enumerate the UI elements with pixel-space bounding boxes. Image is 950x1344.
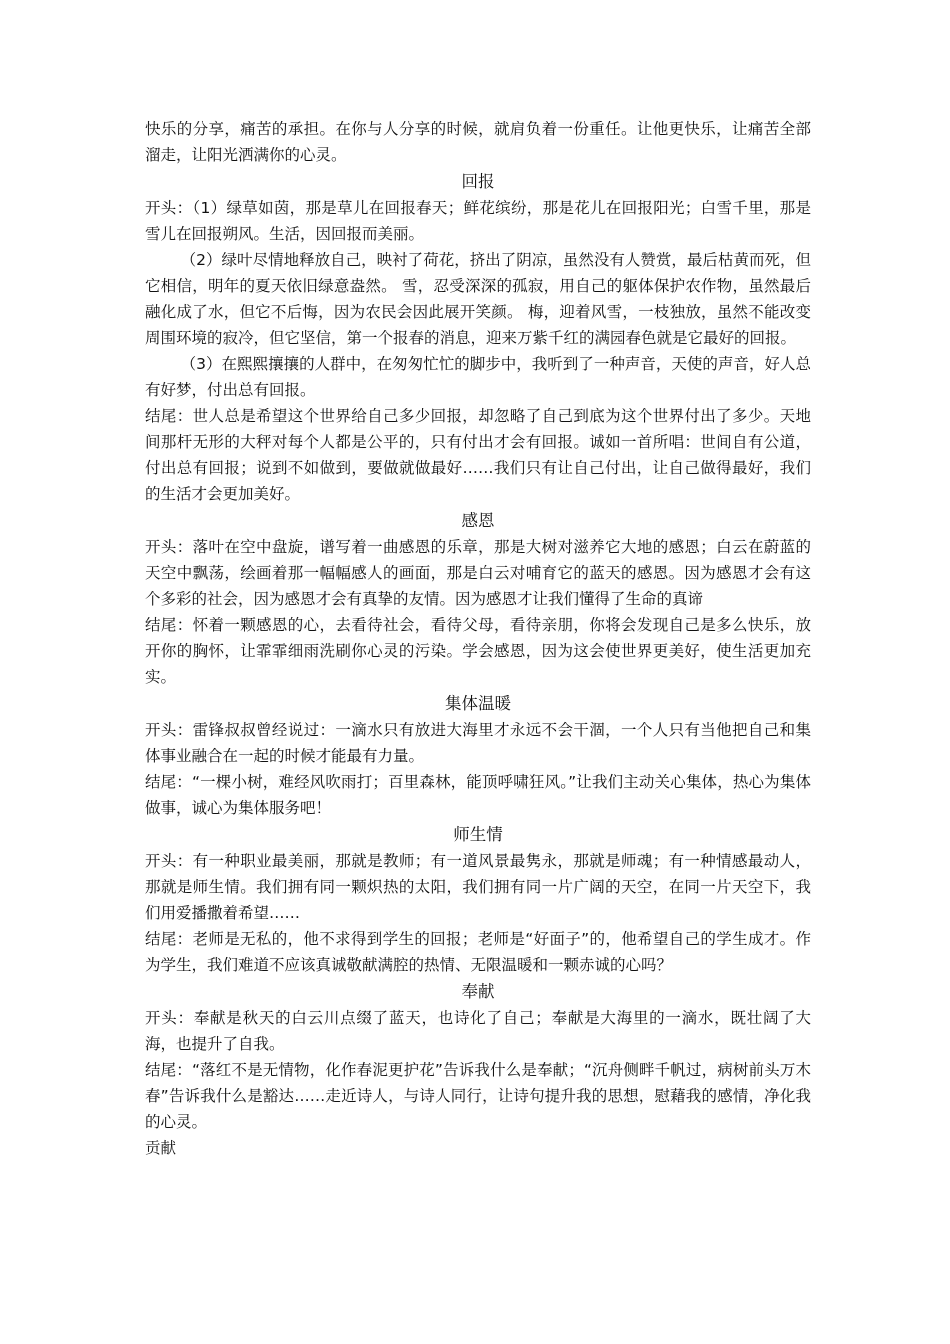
section-huibao xyxy=(145,168,811,507)
section-opening: 开头：有一种职业最美丽，那就是教师；有一道风景最隽永，那就是师魂；有一种情感最动人，那就是师生情。我们拥有同一颗炽热的太阳，我们拥有同一片广阔的天空，在同一片天空下，我们用爱播撒着希望…… xyxy=(145,852,811,922)
section-opening: 开头：落叶在空中盘旋，谱写着一曲感恩的乐章，那是大树对滋养它大地的感恩；白云在蔚蓝的天空中飘荡，绘画着那一幅幅感人的画面，那是白云对哺育它的蓝天的感恩。因为感恩才会有这个多彩的社会，因为感恩才会有真挚的友情。因为感恩才让我们懂得了生命的真谛 xyxy=(145,538,811,608)
section-ending: 结尾：世人总是希望这个世界给自己多少回报，却忽略了自己到底为这个世界付出了多少。天地间那杆无形的大秤对每个人都是公平的，只有付出才会有回报。诚如一首所唱：世间自有公道，付出总有回报；说到不如做到，要做就做最好……我们只有让自己付出，让自己做得最好，我们的生活才会更加美好。 xyxy=(145,407,811,503)
section-title: 奉献 xyxy=(461,982,495,1001)
section-opening: 开头：（1）绿草如茵，那是草儿在回报春天；鲜花缤纷，那是花儿在回报阳光；白雪千里，那是雪儿在回报朔风。生活，因回报而美丽。 xyxy=(145,199,811,243)
section-paragraph: （3）在熙熙攘攘的人群中，在匆匆忙忙的脚步中，我听到了一种声音，天使的声音，好人总有好梦，付出总有回报。 xyxy=(145,355,811,399)
section-ending: 结尾：“落红不是无情物，化作春泥更护花”告诉我什么是奉献；“沉舟侧畔千帆过，病树前头万木春”告诉我什么是豁达……走近诗人，与诗人同行，让诗句提升我的思想，慰藉我的感情，净化我的心灵。 xyxy=(145,1061,811,1131)
section-opening: 开头：奉献是秋天的白云川点缀了蓝天，也诗化了自己；奉献是大海里的一滴水，既壮阔了大海，也提升了自我。 xyxy=(145,1009,811,1053)
section-shishengqing xyxy=(145,821,811,978)
section-ending: 结尾：“一棵小树，难经风吹雨打；百里森林，能顶呼啸狂风。”让我们主动关心集体，热心为集体做事，诚心为集体服务吧！ xyxy=(145,773,811,817)
intro-paragraph: 快乐的分享，痛苦的承担。在你与人分享的时候，就肩负着一份重任。让他更快乐，让痛苦全部溜走，让阳光洒满你的心灵。 xyxy=(145,120,811,164)
section-jiti-wennuan xyxy=(145,690,811,821)
section-ending: 结尾：怀着一颗感恩的心，去看待社会，看待父母，看待亲朋，你将会发现自己是多么快乐，放开你的胸怀，让霏霏细雨洗刷你心灵的污染。学会感恩，因为这会使世界更美好，使生活更加充实。 xyxy=(145,616,811,686)
section-fengxian xyxy=(145,978,811,1135)
document-page xyxy=(145,116,811,1161)
section-paragraph: （2）绿叶尽情地释放自己，映衬了荷花，挤出了阴凉，虽然没有人赞赏，最后枯黄而死，但它相信，明年的夏天依旧绿意盎然。 雪，忍受深深的孤寂，用自己的躯体保护农作物，虽然最后融化成了水，但它不后悔，因为农民会因此展开笑颜。 梅，迎着风雪，一枝独放，虽然不能改变周围环境的寂冷，但它坚信，第一个报春的消息，迎来万紫千红的满园春色就是它最好的回报。 xyxy=(145,251,811,347)
trailing-heading: 贡献 xyxy=(145,1139,177,1157)
section-opening: 开头：雷锋叔叔曾经说过：一滴水只有放进大海里才永远不会干涸，一个人只有当他把自己和集体事业融合在一起的时候才能最有力量。 xyxy=(145,721,811,765)
section-title: 师生情 xyxy=(453,825,503,844)
section-title: 感恩 xyxy=(461,511,495,530)
section-title: 回报 xyxy=(461,172,495,191)
section-title: 集体温暖 xyxy=(445,694,511,713)
section-ganen xyxy=(145,507,811,690)
section-ending: 结尾：老师是无私的，他不求得到学生的回报；老师是“好面子”的，他希望自己的学生成才。作为学生，我们难道不应该真诚敬献满腔的热情、无限温暖和一颗赤诚的心吗？ xyxy=(145,930,811,974)
